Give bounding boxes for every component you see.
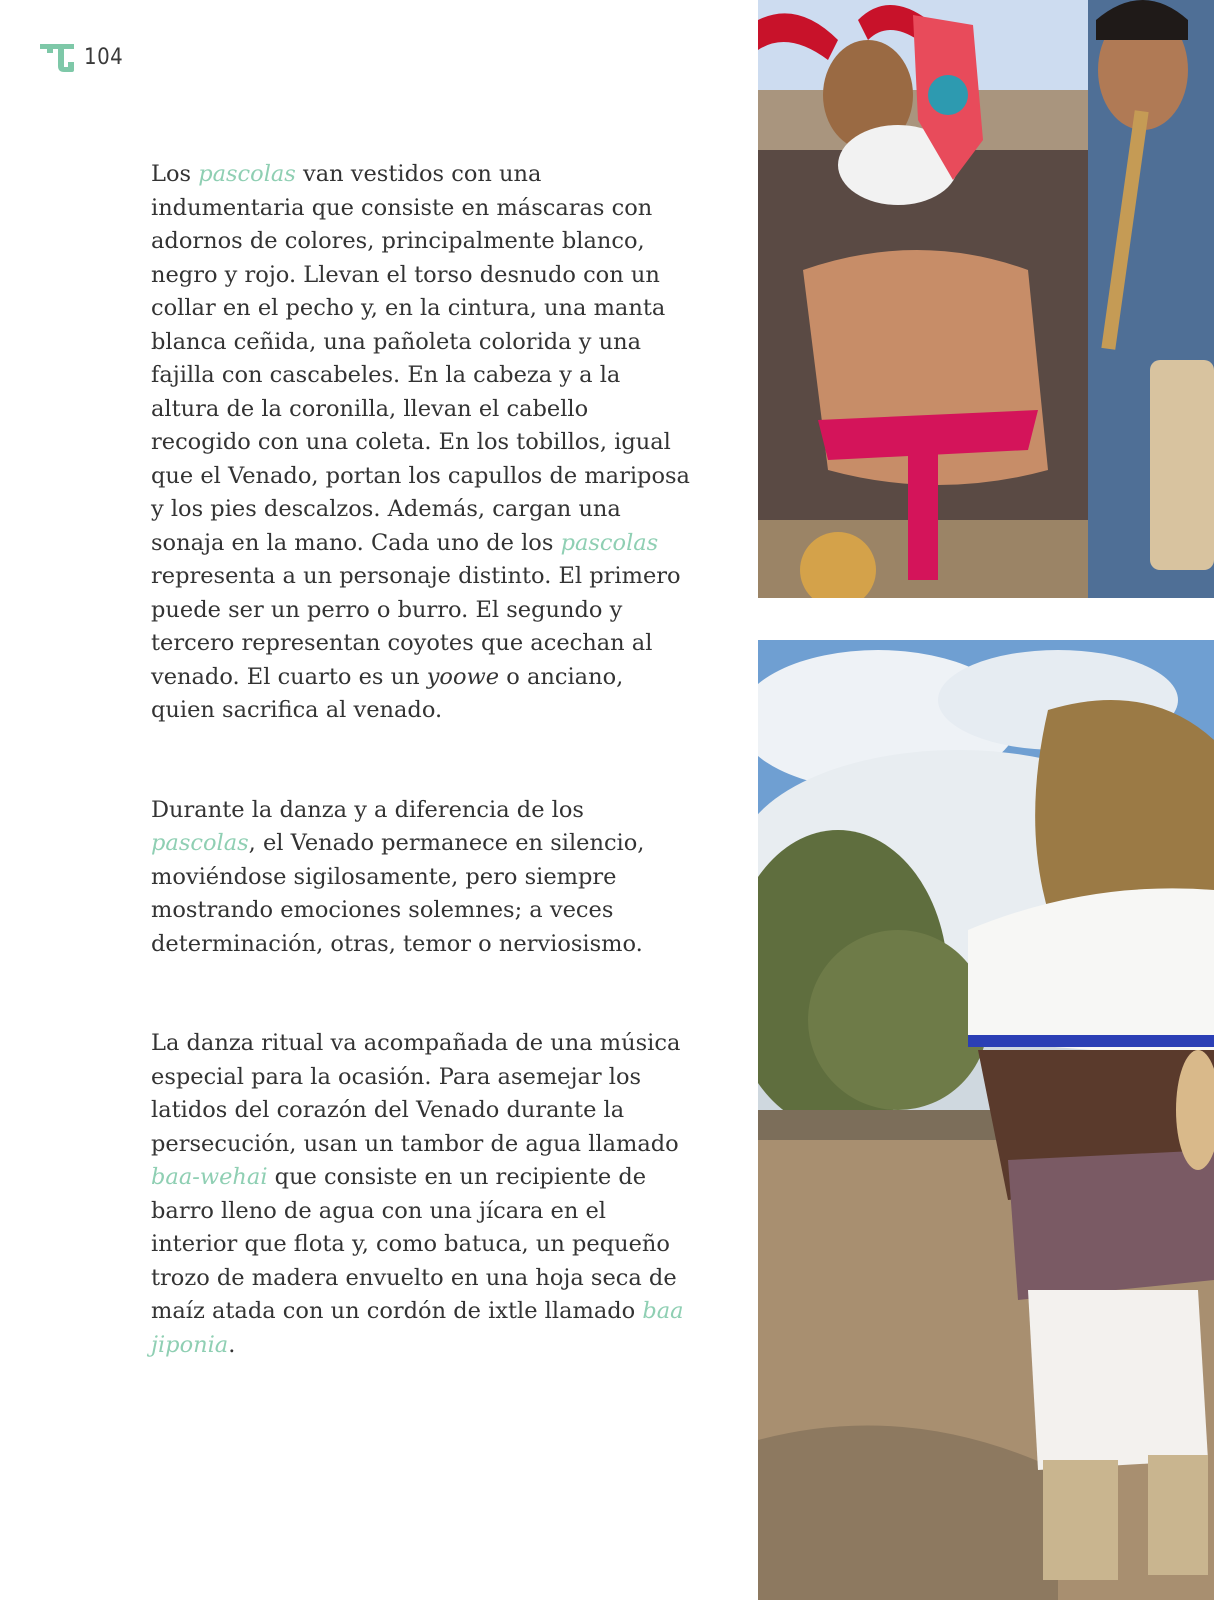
page-number: 104 bbox=[84, 44, 124, 70]
text-run: . bbox=[228, 1331, 236, 1358]
text-run: Durante la danza y a diferencia de los bbox=[151, 796, 584, 823]
photo-pascola-dancer-outdoors bbox=[758, 640, 1214, 1600]
text-run: o anciano, quien sacrifica al venado. bbox=[151, 663, 624, 723]
italic-word: yoowe bbox=[426, 663, 500, 690]
text-run: van vestidos con una indumentaria que consiste en máscaras con adornos de colores, principalmente blanco, negro y rojo. Llevan el torso desnudo con un collar en el pecho y, en la cintura, una manta blanca ceñida, una pañoleta colorida y una fajilla con cascabeles. En la cabeza y a la altura de la coronilla, llevan el cabello recogido con una coleta. En los tobillos, igual que el Venado, portan los capullos de mariposa y los pies descalzos. Además, cargan una sonaja en la mano. Cada uno de los bbox=[151, 161, 690, 556]
body-text bbox=[151, 158, 691, 1362]
indigenous-term: pascolas bbox=[560, 529, 659, 556]
text-run: La danza ritual va acompañada de una música especial para la ocasión. Para asemejar los latidos del corazón del Venado durante la persecución, usan un tambor de agua llamado bbox=[151, 1030, 681, 1157]
indigenous-term: pascolas bbox=[198, 161, 296, 187]
paragraph-venado-silence bbox=[151, 794, 691, 962]
photo-deer-dancer-and-flute-player bbox=[758, 0, 1214, 598]
indigenous-term: pascolas bbox=[151, 830, 249, 856]
page-header bbox=[38, 40, 123, 74]
paragraph-ritual-music bbox=[151, 1027, 691, 1362]
text-run: Los bbox=[151, 161, 199, 187]
indigenous-term: baa-wehai bbox=[151, 1164, 268, 1190]
text-run: representa a un personaje distinto. El primero puede ser un perro o burro. El segundo y tercero representan coyotes que acechan al venado. El cuarto es un bbox=[151, 563, 681, 690]
indigenous-term: baa jiponia bbox=[151, 1298, 684, 1358]
section-logo-icon bbox=[38, 40, 76, 74]
text-run: , el Venado permanece en silencio, moviéndose sigilosamente, pero siempre mostrando emociones solemnes; a veces determinación, otras, temor o nerviosismo. bbox=[151, 830, 645, 957]
text-run: que consiste en un recipiente de barro lleno de agua con una jícara en el interior que flota y, como batuca, un pequeño trozo de madera envuelto en una hoja seca de maíz atada con un cordón de ixtle llamado bbox=[151, 1164, 677, 1324]
paragraph-pascolas-costume bbox=[151, 158, 691, 728]
